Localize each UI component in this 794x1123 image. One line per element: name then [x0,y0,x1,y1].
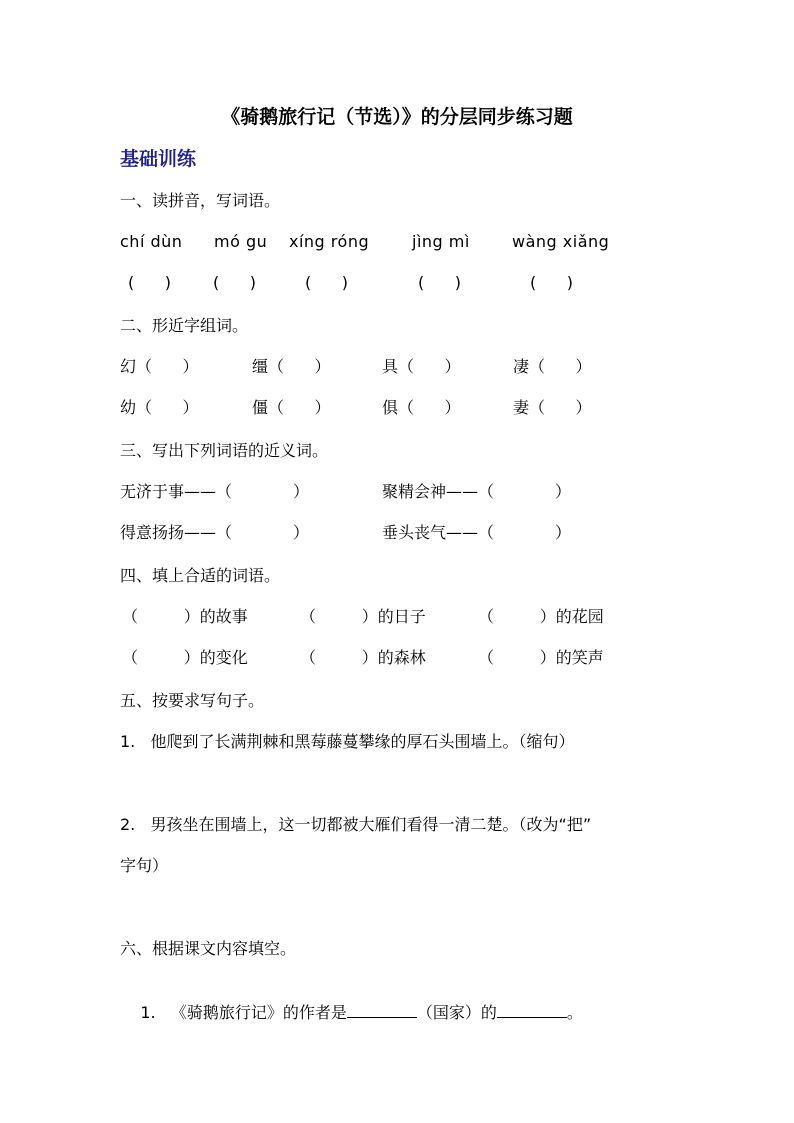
q5-item-1: 1. 他爬到了长满荆棘和黑莓藤蔓攀缘的厚石头围墙上。（缩句） [120,732,575,751]
char-group-item[interactable]: 幼（ ） [120,398,199,417]
q5-heading: 五、按要求写句子。 [120,691,265,710]
char-group-item[interactable]: 僵（ ） [252,398,331,417]
q3-heading: 三、写出下列词语的近义词。 [120,441,329,460]
fill-word-item[interactable]: （ ）的笑声 [478,648,604,667]
q6-item-1-mid: （国家）的 [416,1003,497,1022]
fill-word-item[interactable]: （ ）的故事 [122,607,248,626]
fill-word-item[interactable]: （ ）的变化 [122,648,248,667]
answer-blank[interactable]: ( ) [530,273,573,292]
answer-blank[interactable]: ( ) [418,273,461,292]
q6-item-1-prefix: 1. 《骑鹅旅行记》的作者是 [140,1003,347,1022]
synonym-item[interactable]: 得意扬扬——（ ） [120,523,310,542]
q1-heading: 一、读拼音，写词语。 [120,191,281,210]
pinyin-item: xíng róng [289,232,370,251]
author-identity-blank[interactable] [497,1001,567,1018]
fill-word-item[interactable]: （ ）的花园 [478,607,604,626]
answer-blank[interactable]: ( ) [305,273,348,292]
author-nationality-blank[interactable] [347,1001,417,1018]
q5-item-2-continued: 字句） [120,856,169,875]
pinyin-item: chí dùn [120,232,183,251]
q6-item-1 [120,979,583,1046]
answer-blank[interactable]: ( ) [128,273,171,292]
char-group-item[interactable]: 凄（ ） [513,357,592,376]
answer-blank[interactable]: ( ) [213,273,256,292]
synonym-item[interactable]: 无济于事——（ ） [120,482,310,501]
q4-heading: 四、填上合适的词语。 [120,566,281,585]
q2-heading: 二、形近字组词。 [120,316,249,335]
char-group-item[interactable]: 俱（ ） [382,398,461,417]
fill-word-item[interactable]: （ ）的日子 [300,607,426,626]
fill-word-item[interactable]: （ ）的森林 [300,648,426,667]
q5-item-2: 2. 男孩坐在围墙上，这一切都被大雁们看得一清二楚。（改为“把” [120,815,592,834]
char-group-item[interactable]: 妻（ ） [513,398,592,417]
char-group-item[interactable]: 缰（ ） [252,357,331,376]
char-group-item[interactable]: 幻（ ） [120,357,199,376]
pinyin-item: jìng mì [412,232,470,251]
synonym-item[interactable]: 聚精会神——（ ） [382,482,572,501]
section-heading-basic: 基础训练 [120,148,197,170]
q6-item-1-suffix: 。 [566,1003,583,1022]
pinyin-item: mó gu [214,232,268,251]
pinyin-item: wàng xiǎng [512,232,610,251]
q6-heading: 六、根据课文内容填空。 [120,939,297,958]
synonym-item[interactable]: 垂头丧气——（ ） [382,523,572,542]
page-title: 《骑鹅旅行记（节选）》的分层同步练习题 [221,106,573,128]
char-group-item[interactable]: 具（ ） [382,357,461,376]
